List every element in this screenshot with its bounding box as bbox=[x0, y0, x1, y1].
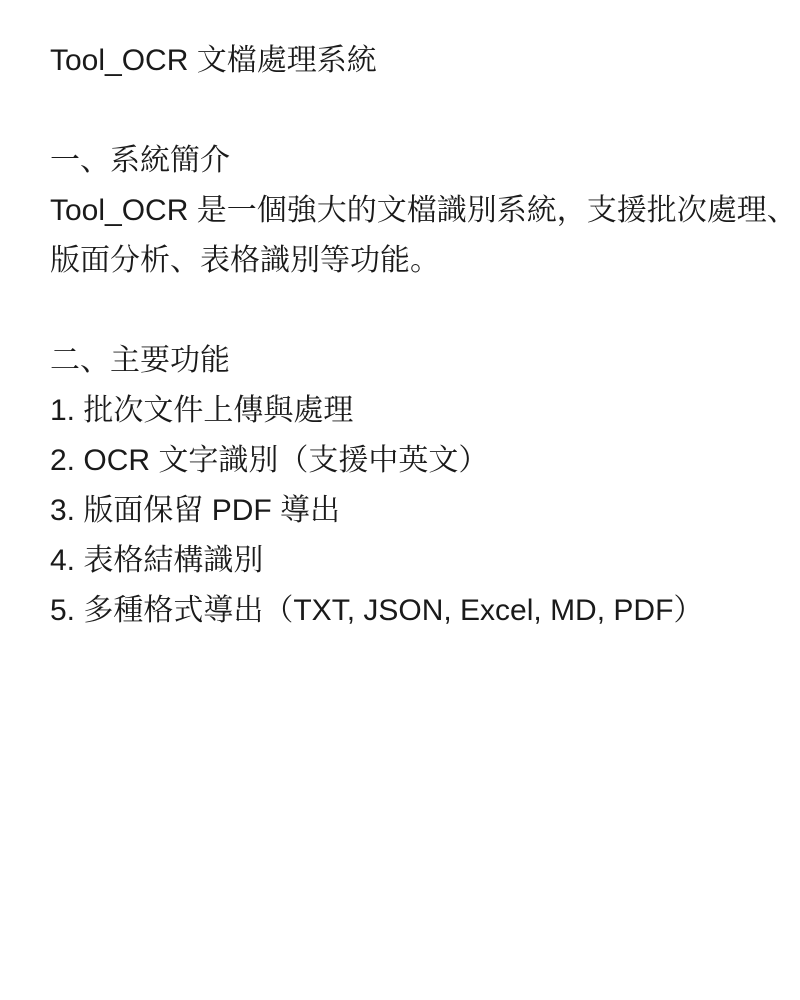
section-1-body-line-2: 版面分析、表格識別等功能。 bbox=[50, 244, 440, 277]
section-1-heading: 一、系統簡介 bbox=[50, 144, 230, 177]
section-2-heading: 二、主要功能 bbox=[50, 344, 230, 377]
document-title: Tool_OCR 文檔處理系統 bbox=[50, 44, 377, 77]
list-item-1: 1. 批次文件上傳與處理 bbox=[50, 394, 354, 427]
list-item-4: 4. 表格結構識別 bbox=[50, 544, 264, 577]
section-1-body-line-1: Tool_OCR 是一個強大的文檔識別系統，支援批次處理、 bbox=[50, 194, 797, 227]
list-item-5: 5. 多種格式導出（TXT, JSON, Excel, MD, PDF） bbox=[50, 594, 704, 627]
list-item-3: 3. 版面保留 PDF 導出 bbox=[50, 494, 341, 527]
list-item-2: 2. OCR 文字識別（支援中英文） bbox=[50, 444, 489, 477]
